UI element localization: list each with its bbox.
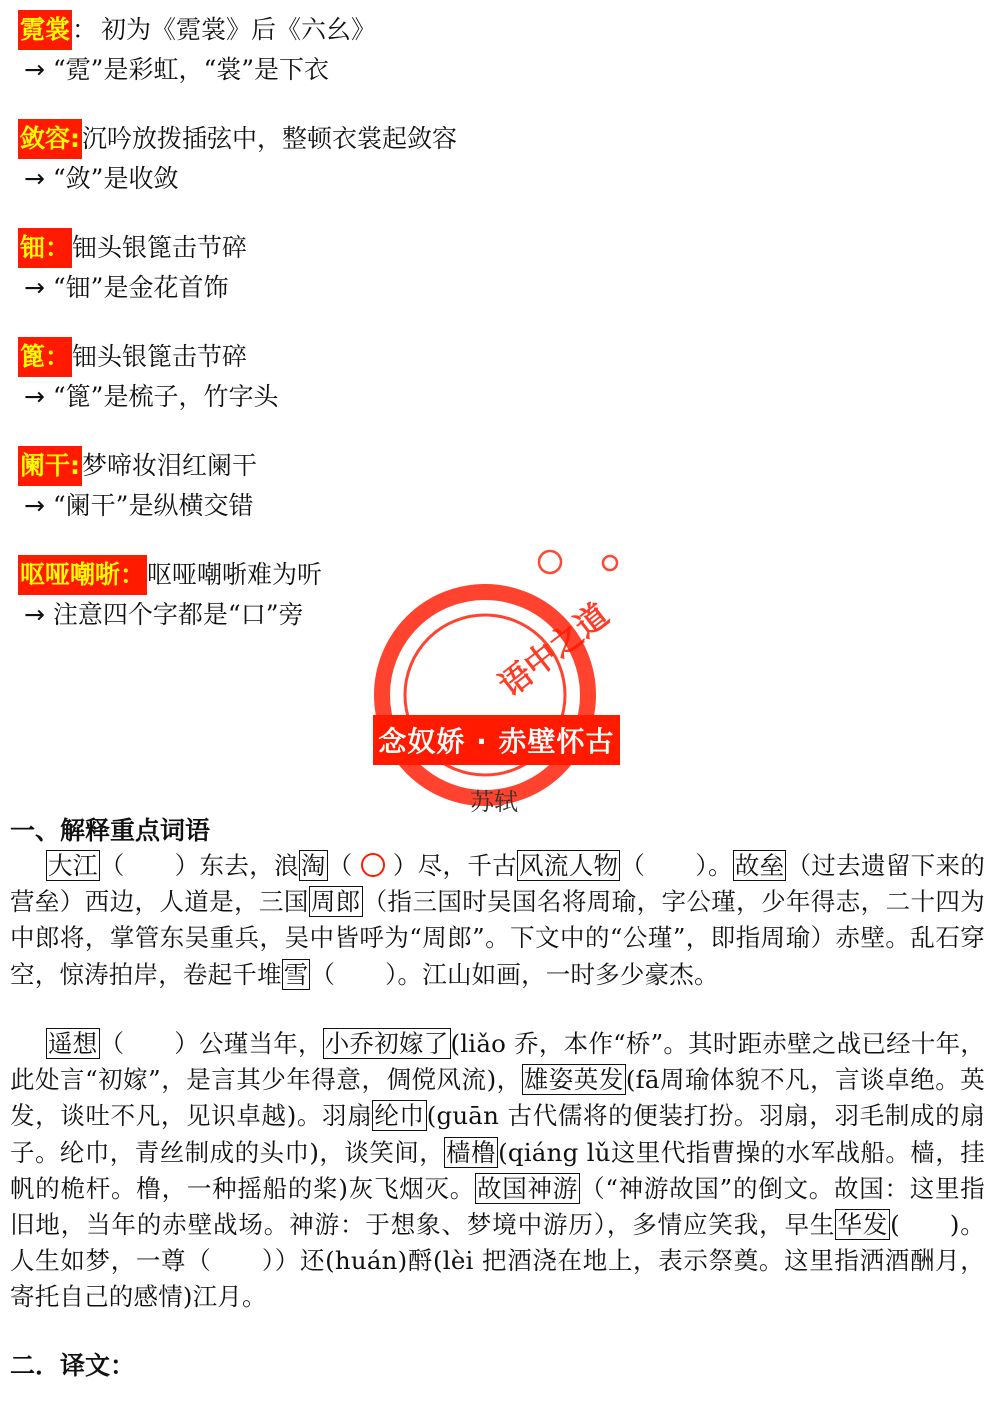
arrow-icon: → bbox=[24, 382, 45, 411]
vocab-note: “霓”是彩虹，“裳”是下衣 bbox=[52, 55, 330, 84]
blank-close: ） bbox=[392, 851, 418, 880]
text-segment: （指三国时吴国名将周瑜，字公瑾，少年得志，二十四为中郎将，掌管东吴重兵，吴中皆呼为“周郎”。下文中的“公瑾”，即指周瑜）赤壁。乱石穿空，惊涛拍岸，卷起千堆 bbox=[10, 887, 985, 989]
vocab-quote: 钿头银篦击节碎 bbox=[72, 342, 248, 371]
text-segment: 。人生如梦，一尊（ bbox=[10, 1210, 985, 1276]
vocab-entry bbox=[18, 337, 278, 417]
key-word: 故国神游 bbox=[477, 1173, 579, 1203]
paragraph-1 bbox=[10, 848, 985, 993]
section-heading: 一、解释重点词语 bbox=[10, 816, 211, 845]
term-separator: ： bbox=[72, 15, 98, 44]
key-word: 大江 bbox=[48, 851, 98, 880]
arrow-icon: → bbox=[24, 164, 45, 193]
key-word: 小乔初嫁了 bbox=[324, 1029, 449, 1058]
key-word: 遥想 bbox=[48, 1029, 98, 1058]
vocab-term: 钿： bbox=[18, 228, 72, 268]
vocab-note-line bbox=[18, 486, 257, 526]
key-word: 风流人物 bbox=[519, 851, 619, 880]
vocab-note: “钿”是金花首饰 bbox=[52, 273, 229, 302]
paragraph-2 bbox=[10, 1026, 985, 1316]
key-word: 淘 bbox=[300, 851, 326, 880]
text-segment: （“神游故国”的倒文。故国：这里指旧地，当年的赤壁战场。神游：于想象、梦境中游历），多情应笑我，早生 bbox=[10, 1173, 985, 1240]
poem-title: 念奴娇 · 赤壁怀古 bbox=[373, 715, 620, 765]
text-segment: 江山如画，一时多少豪杰。 bbox=[422, 959, 719, 989]
blank-close: ）。 bbox=[385, 959, 423, 989]
blank-open: （ bbox=[620, 851, 646, 880]
poem-author: 苏轼 bbox=[470, 788, 518, 816]
vocab-note: “篦”是梳子，竹字头 bbox=[52, 382, 279, 411]
blank-open: （ bbox=[99, 851, 125, 880]
key-word: 华发 bbox=[837, 1210, 889, 1240]
text-segment: (liǎo 乔，本作“桥”。其时距赤壁之战已经十年，此处言“初嫁”，是言其少年得意，倜傥风流)， bbox=[10, 1029, 986, 1095]
vocab-term: 阑干: bbox=[18, 446, 82, 486]
key-word: 雄姿英发 bbox=[523, 1065, 624, 1095]
key-word: 雪 bbox=[283, 959, 309, 989]
vocab-entry bbox=[18, 228, 247, 308]
vocab-note-line bbox=[18, 50, 376, 90]
vocab-term: 呕哑嘲哳： bbox=[18, 555, 147, 595]
key-word: 故垒 bbox=[734, 851, 785, 880]
blank-close: ) bbox=[949, 1210, 960, 1240]
text-segment: 东去，浪 bbox=[199, 851, 299, 880]
vocab-note: “敛”是收敛 bbox=[52, 164, 179, 193]
blank-open: ( bbox=[890, 1210, 900, 1240]
arrow-icon: → bbox=[24, 273, 45, 302]
section-heading: 二．译文： bbox=[10, 1351, 136, 1380]
vocab-term: 敛容: bbox=[18, 119, 82, 159]
blank-close: ）。 bbox=[695, 851, 733, 880]
vocab-note: “阑干”是纵横交错 bbox=[52, 491, 254, 520]
vocab-note-line bbox=[18, 377, 278, 417]
watermark-text: 语中之道 bbox=[491, 595, 616, 705]
vocab-quote: 初为《霓裳》后《六幺》 bbox=[101, 15, 377, 44]
arrow-icon: → bbox=[24, 600, 45, 629]
text-segment: (qiáng lǔ这里代指曹操的水军战船。樯，挂帆的桅杆。橹，一种摇船的桨)灰飞烟灭。 bbox=[10, 1137, 985, 1203]
arrow-icon: → bbox=[24, 55, 45, 84]
key-word: 樯橹 bbox=[446, 1137, 497, 1167]
vocab-note-line bbox=[18, 595, 322, 635]
blank-close: ） bbox=[174, 1029, 200, 1058]
blank-open: （ bbox=[99, 1029, 125, 1058]
text-segment: （过去遗留下来的营垒）西边，人道是，三国 bbox=[10, 851, 986, 917]
key-word: 周郎 bbox=[310, 887, 361, 917]
watermark-stamp-icon bbox=[360, 540, 640, 820]
text-segment: 公瑾当年， bbox=[199, 1029, 323, 1058]
vocab-quote: 呕哑嘲哳难为听 bbox=[147, 560, 323, 589]
circle-mark-icon bbox=[361, 853, 385, 877]
blank-open: （ bbox=[310, 959, 336, 989]
vocab-note-line bbox=[18, 268, 247, 308]
vocab-quote: 梦啼妆泪红阑干 bbox=[82, 451, 258, 480]
vocab-term: 霓裳 bbox=[18, 10, 72, 50]
vocab-entry bbox=[18, 446, 257, 526]
vocab-quote: 沉吟放拨插弦中，整顿衣裳起敛容 bbox=[82, 124, 458, 153]
vocab-entry bbox=[18, 10, 376, 90]
blank-open: （ bbox=[327, 851, 353, 880]
text-segment: ））还(huán)酹(lèi 把酒浇在地上，表示祭奠。这里指洒酒酬月，寄托自己的感情)江月。 bbox=[10, 1246, 985, 1312]
vocab-entry bbox=[18, 555, 322, 635]
vocab-term: 篦： bbox=[18, 337, 72, 377]
text-segment: (fā周瑜体貌不凡，言谈卓绝。英发，谈吐不凡，见识卓越)。羽扇 bbox=[10, 1065, 985, 1131]
text-segment: 尽，千古 bbox=[417, 851, 518, 880]
vocab-note-line bbox=[18, 159, 457, 199]
blank-close: ） bbox=[174, 851, 200, 880]
text-segment: (guān 古代儒将的便装打扮。羽扇，羽毛制成的扇子。纶巾，青丝制成的头巾)，谈笑间， bbox=[10, 1101, 985, 1167]
key-word: 纶巾 bbox=[374, 1101, 425, 1131]
vocab-quote: 钿头银篦击节碎 bbox=[72, 233, 248, 262]
vocab-note: 注意四个字都是“口”旁 bbox=[52, 600, 304, 629]
vocab-entry bbox=[18, 119, 457, 199]
arrow-icon: → bbox=[24, 491, 45, 520]
